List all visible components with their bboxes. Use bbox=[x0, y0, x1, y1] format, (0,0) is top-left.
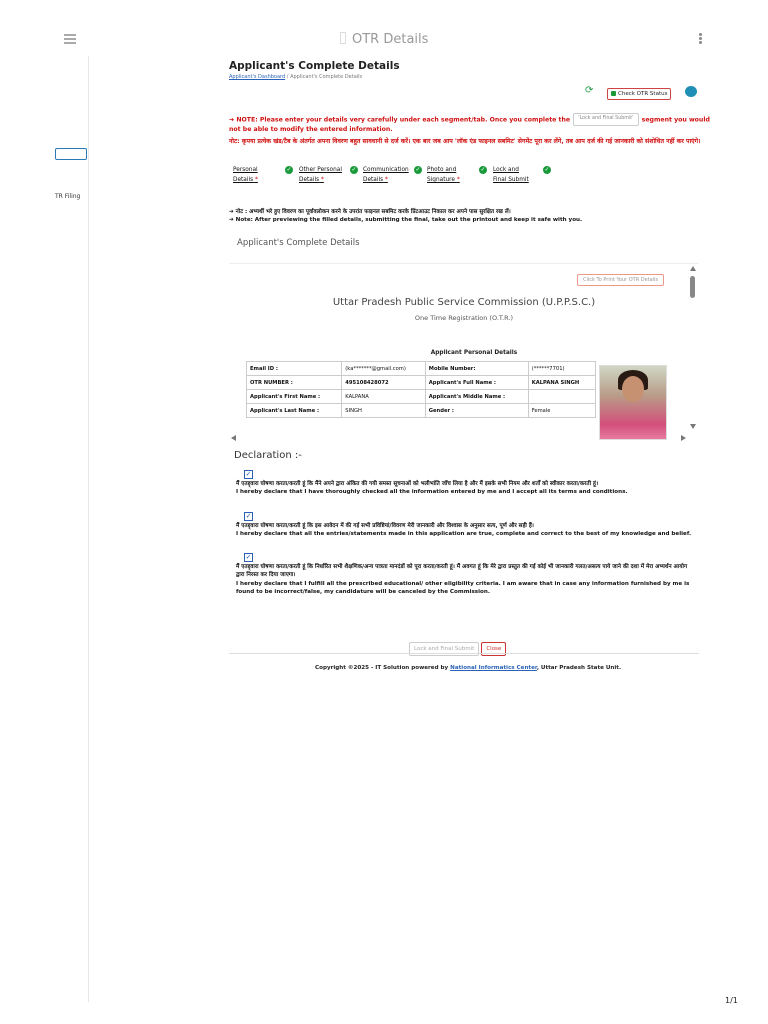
table-cell: SINGH bbox=[342, 404, 426, 418]
tab-label-line2: Final Submit bbox=[493, 177, 529, 183]
palette-icon[interactable] bbox=[685, 86, 697, 97]
required-mark: * bbox=[384, 177, 388, 183]
check-circle-icon: ✓ bbox=[544, 166, 550, 173]
note-text-after: segment you would not be able to modify the entered information. bbox=[229, 116, 710, 133]
table-cell: Mobile Number: bbox=[425, 362, 528, 376]
scroll-down-icon[interactable] bbox=[690, 424, 696, 429]
breadcrumb-dashboard-link[interactable]: Applicant's Dashboard bbox=[229, 74, 286, 80]
table-cell: Gender : bbox=[425, 404, 528, 418]
otr-details-frame[interactable] bbox=[229, 263, 699, 449]
tab-other-personal-details[interactable] bbox=[299, 165, 342, 185]
table-cell bbox=[528, 390, 595, 404]
tab-personal-details[interactable] bbox=[233, 165, 258, 185]
declaration-english: I hereby declare that all the entries/statements made in this application are true, complete and correct to the best of my knowledge and belief. bbox=[236, 531, 692, 538]
tab-label-line2: Signature bbox=[427, 177, 455, 183]
page-title: Applicant's Complete Details bbox=[229, 60, 400, 72]
tab-label-line2: Details bbox=[299, 177, 320, 183]
tab-label-line1: Personal bbox=[233, 167, 258, 173]
declaration-item-1 bbox=[236, 480, 696, 497]
scroll-up-icon[interactable] bbox=[690, 266, 696, 271]
declaration-checkbox-1[interactable]: ✓ bbox=[245, 470, 252, 478]
scroll-thumb[interactable] bbox=[690, 276, 695, 298]
footer-text-before: Copyright ©2025 - IT Solution powered by bbox=[315, 665, 451, 671]
footer-copyright bbox=[315, 665, 621, 671]
table-cell: KALPANA SINGH bbox=[528, 376, 595, 390]
table-cell: (ka*******@gmail.com) bbox=[342, 362, 426, 376]
refresh-icon[interactable]: ⟳ bbox=[585, 85, 594, 96]
lock-final-submit-button[interactable]: Lock and Final Submit bbox=[409, 642, 479, 656]
declaration-title: Declaration :- bbox=[234, 450, 302, 461]
declaration-hindi: मैं एतद्द्वारा घोषणा करता/करती हूं कि निर्धारित सभी शैक्षणिक/अन्य पात्रता मानदंडों को पूरा करता/करती हूं। मैं अवगत हूं कि मेरे द्वारा प्रस्तुत की गई कोई भी जानकारी गलत/असत्य पाये जाने की दशा में मेरा अभ्यर्थन आयोग द्वारा निरस्त कर दिया जाएगा। bbox=[236, 564, 688, 579]
page-icon bbox=[340, 32, 346, 44]
table-cell: (******7701) bbox=[528, 362, 595, 376]
preview-note bbox=[229, 208, 719, 224]
close-button[interactable]: Close bbox=[481, 642, 506, 656]
declaration-item-2 bbox=[236, 522, 696, 539]
table-cell: Email ID : bbox=[247, 362, 342, 376]
print-otr-button[interactable]: Click To Print Your OTR Details bbox=[577, 274, 664, 286]
declaration-hindi: मैं एतद्द्वारा घोषणा करता/करती हूं कि इस आवेदन में की गई सभी प्रविष्टियां/विवरण मेरी जानकारी और विश्वास के अनुसार सत्य, पूर्ण और सही हैं। bbox=[236, 523, 534, 529]
table-title: Applicant Personal Details bbox=[430, 350, 518, 356]
breadcrumb bbox=[229, 74, 362, 80]
tab-photo-signature[interactable] bbox=[427, 165, 460, 185]
declaration-english: I hereby declare that I fulfill all the prescribed educational/ other eligibility criteria. I am aware that in case any information furnished by me is found to be incorrect/false, my candidature will be canceled by the Commission. bbox=[236, 580, 690, 595]
lock-icon bbox=[611, 91, 616, 96]
tab-label-line1: Photo and bbox=[427, 167, 457, 173]
note-text-before: ➔ NOTE: Please enter your details very carefully under each segment/tab. Once you complete the bbox=[229, 116, 571, 124]
preview-note-hindi: ➔ नोट : अभ्यर्थी भरे हुए विवरण का पूर्वावलोकन करने के उपरांत फाइनल सबमिट करके प्रिंटआउट निकाल कर अपने पास सुरक्षित रख लें। bbox=[229, 209, 511, 215]
photo-face bbox=[622, 376, 644, 402]
scroll-left-icon[interactable] bbox=[231, 435, 236, 441]
tab-lock-final-submit[interactable] bbox=[493, 165, 529, 185]
table-cell: OTR NUMBER : bbox=[247, 376, 342, 390]
table-cell: Female bbox=[528, 404, 595, 418]
declaration-item-3 bbox=[236, 563, 696, 596]
tab-communication-details[interactable] bbox=[363, 165, 409, 185]
scroll-right-icon[interactable] bbox=[681, 435, 686, 441]
header-title-text: OTR Details bbox=[352, 32, 429, 47]
table-row bbox=[247, 404, 596, 418]
required-mark: * bbox=[320, 177, 324, 183]
sidebar-divider bbox=[88, 56, 89, 1002]
personal-details-table bbox=[246, 361, 596, 418]
nic-link[interactable]: National Informatics Center bbox=[450, 665, 537, 671]
note-lock-final-submit-chip: 'Lock and Final Submit' bbox=[573, 113, 638, 126]
step-tabs bbox=[233, 165, 563, 187]
tab-label-line1: Other Personal bbox=[299, 167, 342, 173]
declaration-checkbox-3[interactable]: ✓ bbox=[245, 553, 252, 561]
check-otr-status-button[interactable] bbox=[607, 88, 671, 100]
check-circle-icon: ✓ bbox=[415, 166, 421, 173]
breadcrumb-current: Applicant's Complete Details bbox=[290, 74, 363, 80]
breadcrumb-separator: / bbox=[285, 74, 291, 80]
table-cell: Applicant's Full Name : bbox=[425, 376, 528, 390]
applicant-photo bbox=[599, 365, 667, 440]
declaration-checkbox-2[interactable]: ✓ bbox=[245, 512, 252, 520]
sidebar-item-otr-filing[interactable]: TR Filing bbox=[55, 193, 81, 200]
panel-divider bbox=[229, 653, 699, 654]
sidebar-selected-item[interactable] bbox=[55, 148, 87, 160]
table-row bbox=[247, 376, 596, 390]
check-circle-icon: ✓ bbox=[480, 166, 486, 173]
table-cell: Applicant's Last Name : bbox=[247, 404, 342, 418]
declaration-hindi: मैं एतद्द्वारा घोषणा करता/करती हूं कि मैंने अपने द्वारा अंकित की गयी समस्त सूचनाओं को भलीभांति जाँच लिया है और मैं इसके सभी नियम और शर्तों को स्वीकार करता/करती हूं। bbox=[236, 481, 599, 487]
table-cell: 495108428072 bbox=[342, 376, 426, 390]
tab-label-line2: Details bbox=[363, 177, 384, 183]
hamburger-menu-icon[interactable] bbox=[64, 34, 76, 44]
required-mark: * bbox=[456, 177, 460, 183]
tab-label-line2: Details bbox=[233, 177, 254, 183]
footer-text-after: , Uttar Pradesh State Unit. bbox=[536, 665, 622, 671]
declaration-english: I hereby declare that I have thoroughly checked all the information entered by me and I accept all its terms and conditions. bbox=[236, 489, 628, 496]
page-counter: 1/1 bbox=[725, 996, 738, 1005]
table-row bbox=[247, 362, 596, 376]
section-title: Applicant's Complete Details bbox=[237, 238, 360, 248]
more-options-icon[interactable] bbox=[699, 33, 703, 45]
check-circle-icon: ✓ bbox=[286, 166, 292, 173]
note-hindi: नोट: कृपया प्रत्येक खंड/टैब के अंतर्गत अपना विवरण बहुत सावधानी से दर्ज करें। एक बार जब आप 'लॉक एंड फाइनल सबमिट' सेगमेंट पूरा कर लेंगे, तब आप दर्ज की गई जानकारी को संशोधित नहीं कर पाएंगे। bbox=[229, 138, 701, 145]
check-circle-icon: ✓ bbox=[351, 166, 357, 173]
note-english bbox=[229, 113, 719, 134]
vertical-scrollbar[interactable] bbox=[689, 264, 697, 450]
table-cell: Applicant's First Name : bbox=[247, 390, 342, 404]
otr-subtitle: One Time Registration (O.T.R.) bbox=[414, 314, 514, 322]
table-cell: Applicant's Middle Name : bbox=[425, 390, 528, 404]
required-mark: * bbox=[254, 177, 258, 183]
preview-note-english: ➔ Note: After previewing the filled details, submitting the final, take out the printout and keep it safe with you. bbox=[229, 217, 583, 223]
tab-label-line1: Lock and bbox=[493, 167, 519, 173]
page-header-title bbox=[340, 32, 428, 47]
tab-label-line1: Communication bbox=[363, 167, 409, 173]
check-otr-status-label: Check OTR Status bbox=[618, 91, 668, 97]
organization-name: Uttar Pradesh Public Service Commission (U.P.P.S.C.) bbox=[332, 297, 596, 308]
table-row bbox=[247, 390, 596, 404]
table-cell: KALPANA bbox=[342, 390, 426, 404]
